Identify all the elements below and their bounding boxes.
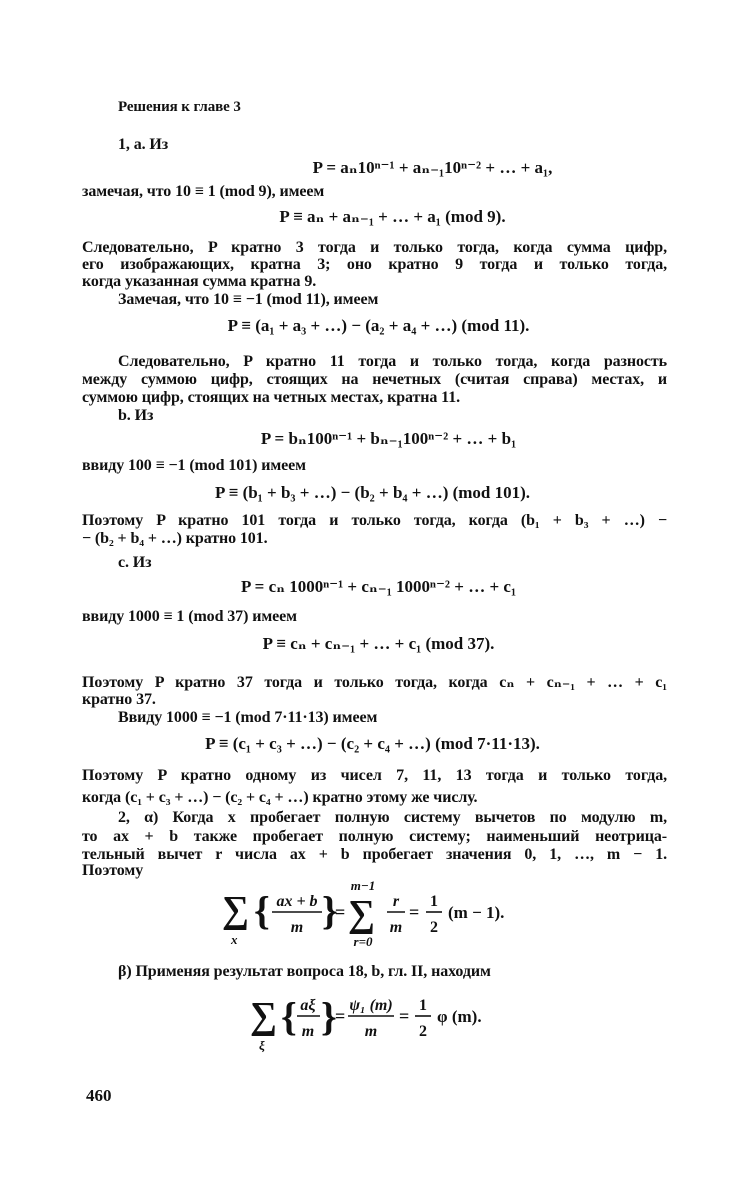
equation: P ≡ (b₁ + b₃ + …) − (b₂ + b₄ + …) (mod 101). <box>214 483 531 502</box>
equation: P = aₙ10ⁿ⁻¹ + aₙ₋₁10ⁿ⁻² + … + a₁, <box>312 158 553 177</box>
text-line: Поэтому <box>82 862 144 879</box>
half-numerator: 1 <box>419 997 427 1014</box>
equals-sign: = <box>335 1006 346 1026</box>
brace-right: } <box>322 888 338 933</box>
half-numerator: 1 <box>430 893 438 910</box>
equals-sign-2: = <box>409 902 420 922</box>
text-line: Поэтому P кратно 37 тогда и только тогда, когда cₙ + cₙ₋₁ + … + c₁ <box>82 674 667 691</box>
fraction-denominator: m <box>290 919 304 936</box>
sum-upper-limit: m−1 <box>350 878 376 893</box>
chapter-solutions-heading: Решения к главе 3 <box>118 99 241 115</box>
equals-sign-2: = <box>399 1006 410 1026</box>
text-line: тельный вычет r числа ax + b пробегает значения 0, 1, …, m − 1. <box>82 846 667 863</box>
text-line: ввиду 100 ≡ −1 (mod 101) имеем <box>82 457 306 474</box>
fraction-numerator: aξ <box>300 997 316 1014</box>
equation: P ≡ (c₁ + c₃ + …) − (c₂ + c₄ + …) (mod 7·11·13). <box>205 734 540 753</box>
fraction2-numerator: r <box>392 893 400 910</box>
sum-formula-2 <box>82 982 667 1062</box>
fraction-denominator: m <box>301 1023 315 1040</box>
text-line: Поэтому P кратно одному из чисел 7, 11, 13 тогда и только тогда, <box>82 767 667 784</box>
text-line: Поэтому P кратно 101 тогда и только тогда, когда (b₁ + b₃ + …) − <box>82 512 667 529</box>
sum-index: x <box>231 932 238 947</box>
equals-sign: = <box>335 902 346 922</box>
sum-sign-2: ∑ <box>348 893 376 935</box>
fraction2-denominator: m <box>389 919 403 936</box>
fraction2-numerator: ψ₁ (m) <box>349 997 393 1014</box>
half-denominator: 2 <box>430 919 438 936</box>
text-line: b. Из <box>118 407 154 424</box>
text-line: 1, a. Из <box>118 136 169 153</box>
equation: P ≡ aₙ + aₙ₋₁ + … + a₁ (mod 9). <box>279 207 506 226</box>
formula-tail: φ (m). <box>437 1007 482 1026</box>
sum-sign: ∑ <box>250 995 278 1037</box>
text-line: когда (c₁ + c₃ + …) − (c₂ + c₄ + …) кратно этому же числу. <box>82 789 478 806</box>
text-line: 2, α) Когда x пробегает полную систему вычетов по модулю m, <box>118 809 667 826</box>
brace-left: { <box>254 888 270 933</box>
half-denominator: 2 <box>419 1023 427 1040</box>
equation: P = cₙ 1000ⁿ⁻¹ + cₙ₋₁ 1000ⁿ⁻² + … + c₁ <box>240 577 517 596</box>
sum-lower-limit: r=0 <box>353 934 373 949</box>
fraction2-denominator: m <box>364 1023 378 1040</box>
sum-sign: ∑ <box>222 889 250 931</box>
text-line: когда указанная сумма кратна 9. <box>82 273 317 290</box>
sum-formula-1 <box>82 876 667 956</box>
equation: P ≡ cₙ + cₙ₋₁ + … + c₁ (mod 37). <box>262 634 495 653</box>
text-line: Замечая, что 10 ≡ −1 (mod 11), имеем <box>118 291 379 308</box>
text-line: β) Применяя результат вопроса 18, b, гл. II, находим <box>118 963 491 980</box>
equation: P ≡ (a₁ + a₃ + …) − (a₂ + a₄ + …) (mod 11). <box>227 316 530 335</box>
sum-index: ξ <box>259 1038 265 1053</box>
formula-tail: (m − 1). <box>448 903 505 922</box>
text-line: суммою цифр, стоящих на четных местах, кратна 11. <box>82 389 460 406</box>
text-line: замечая, что 10 ≡ 1 (mod 9), имеем <box>82 183 325 200</box>
text-line: между суммою цифр, стоящих на нечетных (считая справа) местах, и <box>82 371 667 388</box>
text-line: ввиду 1000 ≡ 1 (mod 37) имеем <box>82 608 297 625</box>
text-line: Следовательно, P кратно 3 тогда и только тогда, когда сумма цифр, <box>82 239 667 256</box>
fraction-numerator: ax + b <box>276 893 318 910</box>
page-number: 460 <box>86 1086 112 1105</box>
text-line: кратно 37. <box>82 691 156 708</box>
equation: P = bₙ100ⁿ⁻¹ + bₙ₋₁100ⁿ⁻² + … + b₁ <box>260 429 517 448</box>
text-line: Следовательно, P кратно 11 тогда и только тогда, когда разность <box>118 353 667 370</box>
text-line: c. Из <box>118 554 152 571</box>
text-line: Ввиду 1000 ≡ −1 (mod 7·11·13) имеем <box>118 709 378 726</box>
brace-right: } <box>321 994 337 1039</box>
text-line: его изображающих, кратна 3; оно кратно 9 тогда и только тогда, <box>82 256 667 273</box>
text-line: то ax + b также пробегает полную систему; наименьший неотрица- <box>82 828 667 845</box>
text-line: − (b₂ + b₄ + …) кратно 101. <box>82 530 268 547</box>
brace-left: { <box>281 994 297 1039</box>
